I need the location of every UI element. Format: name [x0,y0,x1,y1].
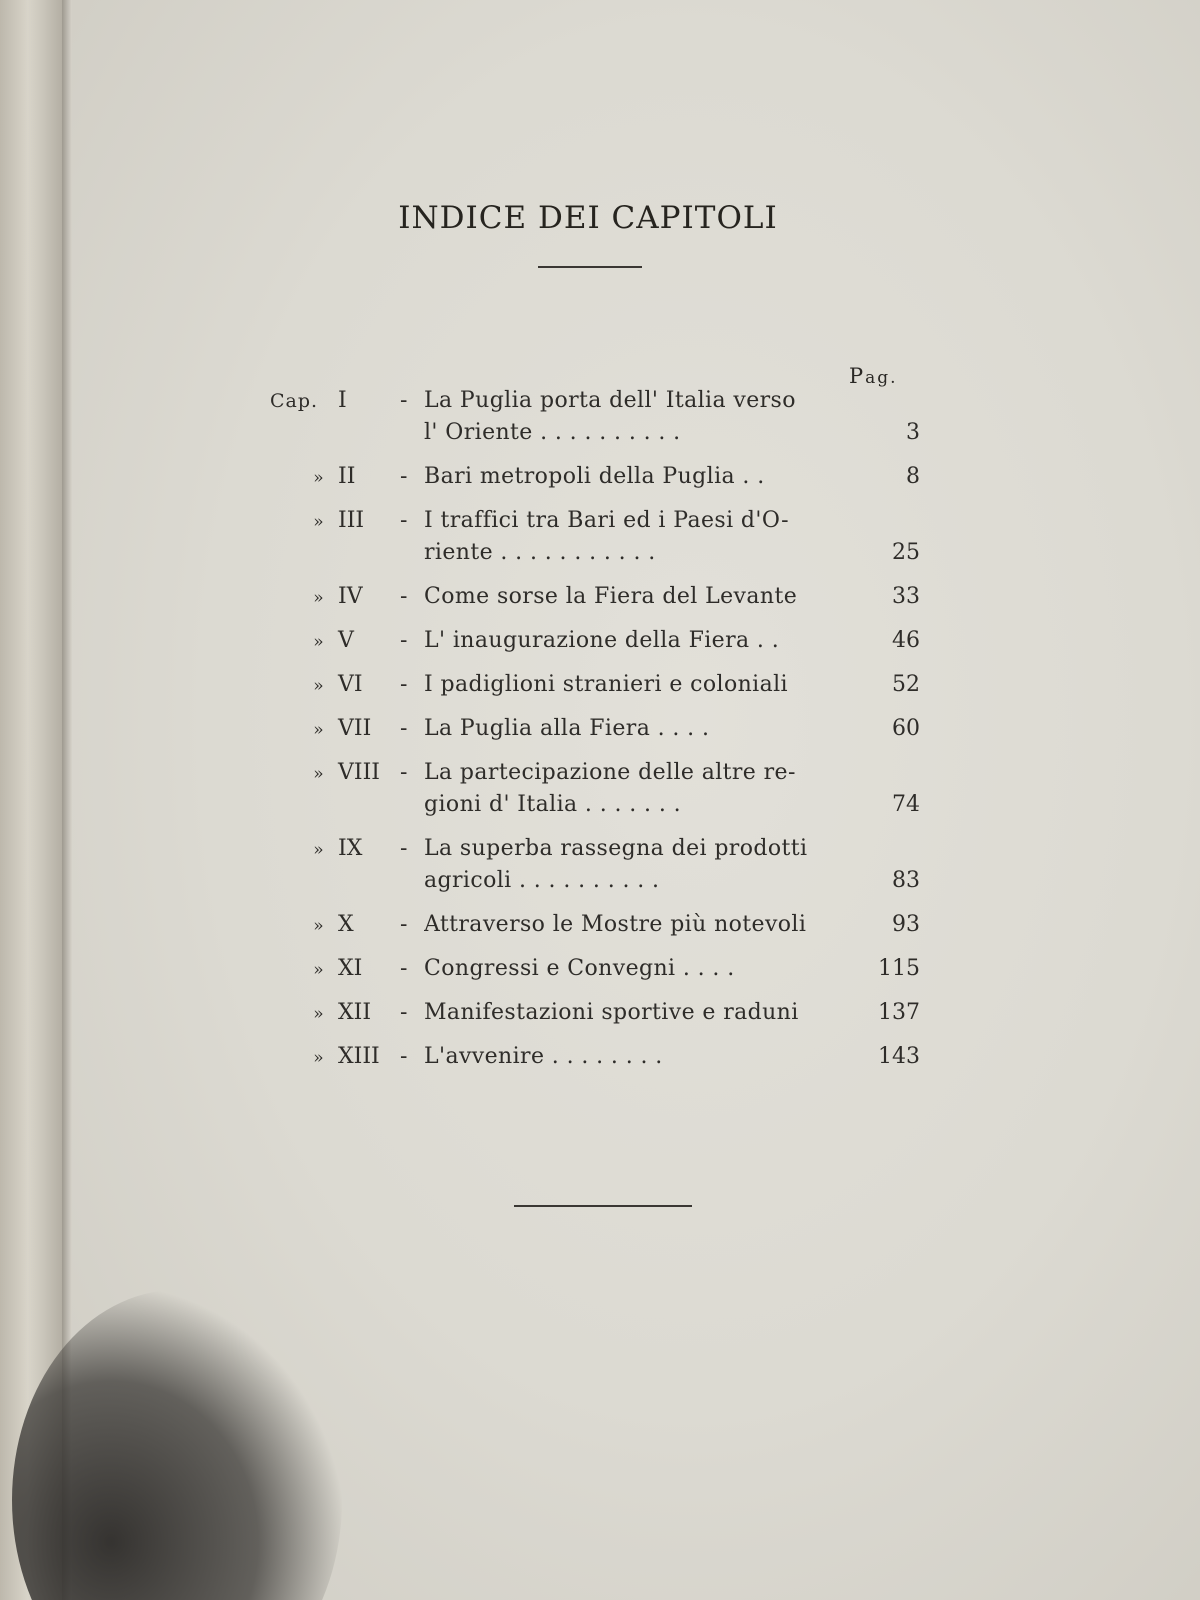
chapter-number: IV [338,584,363,609]
ditto-mark: » [313,840,325,860]
chapter-title-continuation: gioni d' Italia . . . . . . . [424,792,682,817]
chapter-number: X [338,912,354,937]
chapter-number: IX [338,836,363,861]
chapter-title: La Puglia alla Fiera . . . . [424,716,710,741]
chapter-title: I traffici tra Bari ed i Paesi d'O- [424,508,789,533]
chapter-label: Cap. [270,390,319,412]
ditto-mark: » [313,468,325,488]
separator-dash: - [400,1000,408,1025]
chapter-number: III [338,508,365,533]
chapter-page-number: 115 [878,956,920,981]
chapter-page-number: 83 [892,868,920,893]
chapter-title: La partecipazione delle altre re- [424,760,796,785]
chapter-title: Attraverso le Mostre più notevoli [424,912,807,937]
separator-dash: - [400,836,408,861]
chapter-page-number: 33 [892,584,920,609]
separator-dash: - [400,584,408,609]
ditto-mark: » [313,632,325,652]
separator-dash: - [400,716,408,741]
separator-dash: - [400,912,408,937]
chapter-number: VIII [338,760,380,785]
separator-dash: - [400,508,408,533]
chapter-title: Come sorse la Fiera del Levante [424,584,798,609]
separator-dash: - [400,464,408,489]
page-title: INDICE DEI CAPITOLI [398,200,778,236]
toc-entry [270,628,920,660]
toc-entry [270,760,920,824]
chapter-page-number: 3 [906,420,920,445]
separator-dash: - [400,1044,408,1069]
title-divider [538,266,642,268]
toc-entry [270,836,920,900]
chapter-number: XI [338,956,363,981]
toc-entry [270,508,920,572]
chapter-title: Congressi e Convegni . . . . [424,956,735,981]
chapter-page-number: 46 [892,628,920,653]
page-column-header: Pag. [849,364,898,388]
toc-entry [270,1044,920,1076]
chapter-title-continuation: l' Oriente . . . . . . . . . . [424,420,681,445]
chapter-title: L'avvenire . . . . . . . . [424,1044,663,1069]
separator-dash: - [400,628,408,653]
chapter-number: VII [338,716,372,741]
chapter-page-number: 8 [906,464,920,489]
chapter-number: XIII [338,1044,380,1069]
separator-dash: - [400,956,408,981]
chapter-page-number: 137 [878,1000,920,1025]
chapter-page-number: 143 [878,1044,920,1069]
toc-entry [270,956,920,988]
chapter-title: Bari metropoli della Puglia . . [424,464,765,489]
chapter-number: VI [338,672,363,697]
ditto-mark: » [313,676,325,696]
chapter-page-number: 25 [892,540,920,565]
chapter-number: V [338,628,354,653]
ditto-mark: » [313,720,325,740]
ditto-mark: » [313,588,325,608]
chapter-page-number: 60 [892,716,920,741]
chapter-title: I padiglioni stranieri e coloniali [424,672,788,697]
ditto-mark: » [313,1048,325,1068]
chapter-number: XII [338,1000,372,1025]
chapter-page-number: 74 [892,792,920,817]
separator-dash: - [400,760,408,785]
separator-dash: - [400,672,408,697]
table-of-contents [270,388,920,1088]
toc-entry [270,672,920,704]
separator-dash: - [400,388,408,413]
closing-divider [514,1205,692,1207]
chapter-page-number: 52 [892,672,920,697]
toc-entry [270,912,920,944]
chapter-number: II [338,464,356,489]
chapter-title: La superba rassegna dei prodotti [424,836,808,861]
toc-entry [270,1000,920,1032]
chapter-number: I [338,388,347,413]
chapter-title: La Puglia porta dell' Italia verso [424,388,796,413]
chapter-title-continuation: riente . . . . . . . . . . . [424,540,656,565]
ditto-mark: » [313,512,325,532]
toc-entry [270,584,920,616]
chapter-title: L' inaugurazione della Fiera . . [424,628,780,653]
toc-entry [270,464,920,496]
chapter-title: Manifestazioni sportive e raduni [424,1000,799,1025]
chapter-page-number: 93 [892,912,920,937]
ditto-mark: » [313,1004,325,1024]
ditto-mark: » [313,916,325,936]
toc-entry [270,716,920,748]
ditto-mark: » [313,764,325,784]
ditto-mark: » [313,960,325,980]
chapter-title-continuation: agricoli . . . . . . . . . . [424,868,660,893]
toc-entry [270,388,920,452]
